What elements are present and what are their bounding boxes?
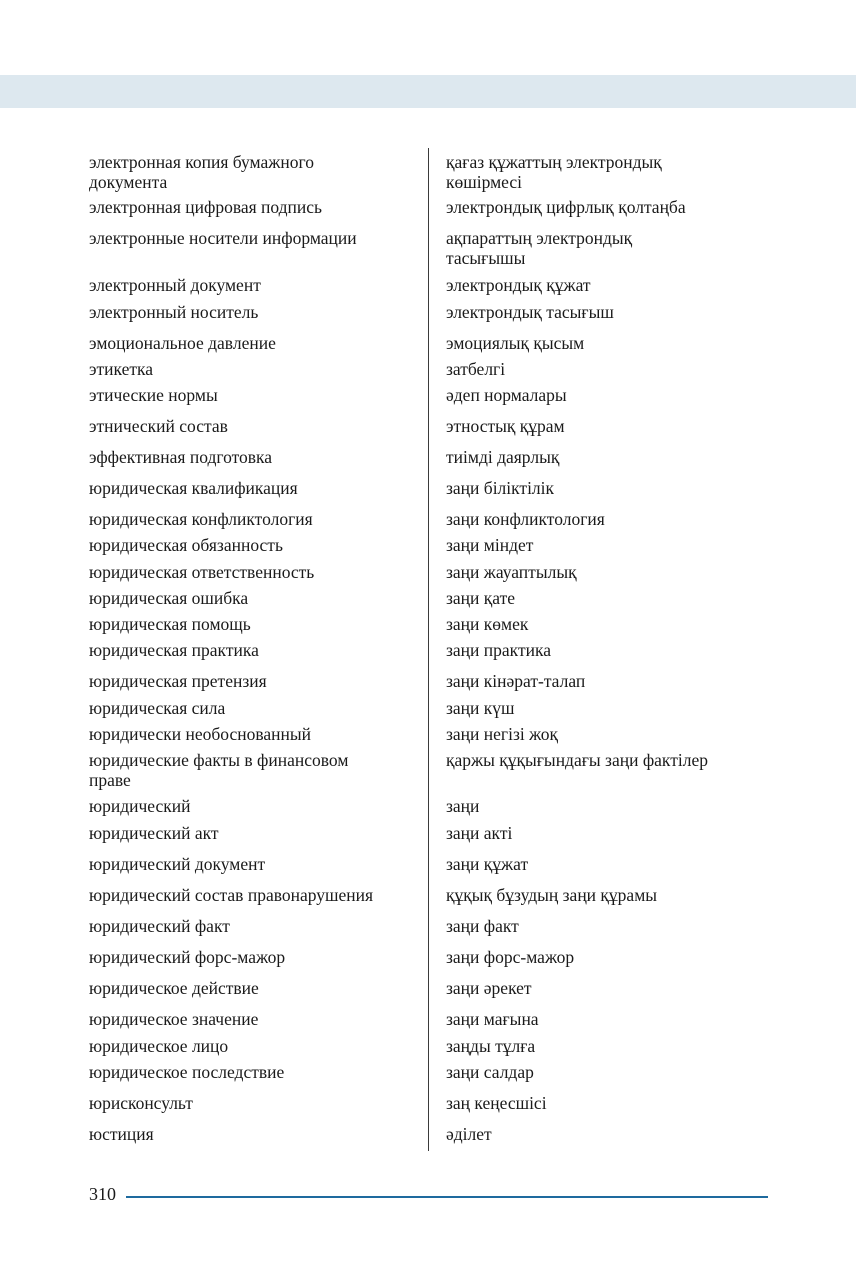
term-ru: юридический	[89, 796, 191, 816]
term-ru: юридическая квалификация	[89, 478, 298, 498]
term-ru: юридическая ответственность	[89, 562, 315, 582]
column-divider	[428, 148, 429, 1151]
term-ru: юридическая сила	[89, 698, 226, 718]
term-ru: юридически необоснованный	[89, 724, 311, 744]
term-ru: юридическое значение	[89, 1009, 259, 1029]
term-kk: заңды тұлға	[446, 1036, 536, 1056]
term-ru: юридическое лицо	[89, 1036, 229, 1056]
term-ru: эмоциональное давление	[89, 333, 276, 353]
term-kk: әдеп нормалары	[446, 385, 567, 405]
term-ru: юридический факт	[89, 916, 230, 936]
term-kk: құқық бұзудың заңи құрамы	[446, 885, 658, 905]
term-kk: электрондық құжат	[446, 275, 591, 295]
term-ru: этические нормы	[89, 385, 218, 405]
term-kk: заңи жауаптылық	[446, 562, 577, 582]
term-kk: заңи қате	[446, 588, 516, 608]
term-ru: электронная копия бумажного документа	[89, 152, 314, 192]
term-kk: заң кеңесшісі	[446, 1093, 547, 1113]
term-kk: заңи құжат	[446, 854, 529, 874]
term-kk: заңи акті	[446, 823, 513, 843]
term-ru: электронный носитель	[89, 302, 259, 322]
term-kk: заңи әрекет	[446, 978, 532, 998]
term-ru: юридический документ	[89, 854, 266, 874]
term-ru: юридическая претензия	[89, 671, 267, 691]
term-ru: юридическая практика	[89, 640, 259, 660]
term-kk: заңи практика	[446, 640, 551, 660]
term-ru: юридическая помощь	[89, 614, 251, 634]
term-kk: заңи мағына	[446, 1009, 539, 1029]
term-kk: тиімді даярлық	[446, 447, 560, 467]
term-kk: заңи күш	[446, 698, 515, 718]
term-kk: әділет	[446, 1124, 492, 1144]
term-ru: юрисконсульт	[89, 1093, 193, 1113]
term-ru: электронная цифровая подпись	[89, 197, 323, 217]
term-ru: юридический форс-мажор	[89, 947, 286, 967]
term-ru: электронный документ	[89, 275, 261, 295]
term-kk: электрондық тасығыш	[446, 302, 614, 322]
term-ru: этикетка	[89, 359, 154, 379]
term-kk: ақпараттың электрондық тасығышы	[446, 228, 633, 268]
term-kk: заңи форс-мажор	[446, 947, 575, 967]
term-ru: юридическое последствие	[89, 1062, 285, 1082]
term-kk: заңи факт	[446, 916, 519, 936]
term-ru: эффективная подготовка	[89, 447, 273, 467]
term-ru: юридическое действие	[89, 978, 259, 998]
term-kk: қағаз құжаттың электрондық көшірмесі	[446, 152, 662, 192]
term-kk: заңи конфликтология	[446, 509, 605, 529]
page-number: 310	[89, 1184, 116, 1204]
footer-rule	[126, 1196, 768, 1198]
term-ru: юридический состав правонарушения	[89, 885, 374, 905]
term-ru: юстиция	[89, 1124, 154, 1144]
term-kk: заңи	[446, 796, 480, 816]
term-kk: заңи негізі жоқ	[446, 724, 559, 744]
term-ru: этнический состав	[89, 416, 228, 436]
term-ru: юридический акт	[89, 823, 219, 843]
term-kk: эмоциялық қысым	[446, 333, 585, 353]
term-ru: юридическая конфликтология	[89, 509, 313, 529]
term-kk: заңи міндет	[446, 535, 534, 555]
term-kk: заңи біліктілік	[446, 478, 555, 498]
term-kk: қаржы құқығындағы заңи фактілер	[446, 750, 708, 770]
term-kk: заңи кінәрат-талап	[446, 671, 586, 691]
term-ru: юридические факты в финансовом праве	[89, 750, 349, 790]
term-ru: электронные носители информации	[89, 228, 357, 248]
term-kk: заңи көмек	[446, 614, 529, 634]
term-kk: электрондық цифрлық қолтаңба	[446, 197, 686, 217]
term-ru: юридическая обязанность	[89, 535, 283, 555]
term-kk: заңи салдар	[446, 1062, 534, 1082]
term-kk: этностық құрам	[446, 416, 565, 436]
term-ru: юридическая ошибка	[89, 588, 249, 608]
term-kk: затбелгі	[446, 359, 506, 379]
